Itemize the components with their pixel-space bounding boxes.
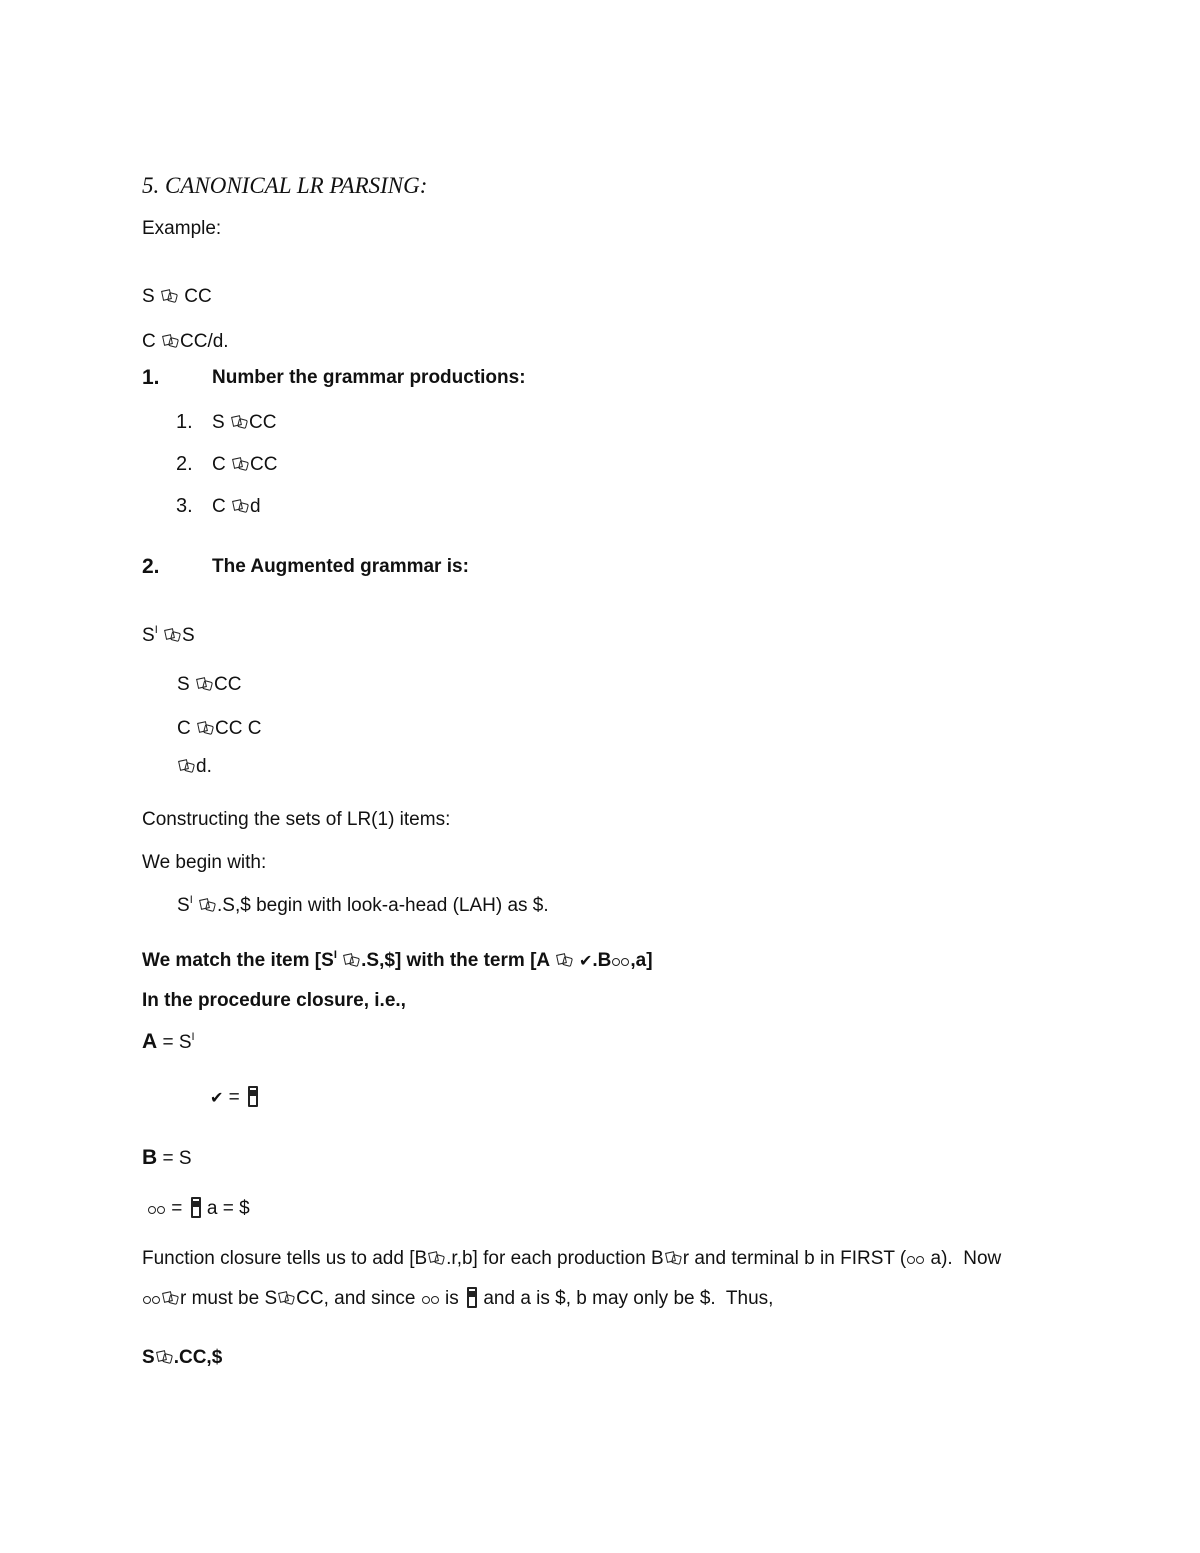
production-2-number: 2. — [176, 453, 193, 475]
assign-b — [142, 1147, 192, 1168]
begin-text: We begin with: — [142, 852, 267, 873]
bicycle-glyph-icon — [143, 1292, 160, 1304]
section-1-heading: Number the grammar productions: — [212, 367, 526, 388]
arrow-glyph-icon — [556, 952, 573, 967]
assign-check-eq: = — [223, 1087, 246, 1108]
assign-check — [210, 1086, 259, 1107]
arrow-glyph-icon — [196, 676, 213, 691]
epsilon-glyph-icon — [246, 1086, 258, 1107]
arrow-glyph-icon — [199, 897, 216, 912]
prime-mark: I — [191, 1031, 195, 1043]
grammar-line-1-rhs: CC — [184, 286, 212, 307]
augmented-line-3-rhs: CC C — [215, 718, 262, 739]
arrow-glyph-icon — [665, 1250, 682, 1265]
assign-b-label: B — [142, 1146, 158, 1169]
production-1 — [212, 413, 276, 432]
function-part-1: Function closure tells us to add [B — [142, 1248, 428, 1269]
production-3-lhs: C — [212, 496, 226, 517]
function-part-3: r and terminal b in FIRST ( — [682, 1248, 907, 1269]
arrow-glyph-icon — [162, 1290, 179, 1305]
prime-mark: I — [154, 624, 158, 636]
prime-mark: I — [189, 894, 193, 906]
assign-a-label: A — [142, 1030, 158, 1053]
arrow-glyph-icon — [232, 498, 249, 513]
begin-item-lhs: S — [177, 895, 190, 916]
function-part-4: a). Now — [925, 1248, 1002, 1269]
function-part-7: is — [439, 1288, 465, 1309]
function-part-8: and a is $, b may only be $. Thus, — [478, 1288, 774, 1309]
production-1-lhs: S — [212, 412, 225, 433]
match-part-4: ,a] — [630, 950, 653, 971]
production-1-rhs: CC — [248, 412, 277, 433]
arrow-glyph-icon — [164, 627, 181, 642]
grammar-line-2-lhs: C — [142, 331, 156, 352]
bicycle-glyph-icon — [148, 1202, 165, 1214]
epsilon-glyph-icon — [465, 1287, 477, 1308]
arrow-glyph-icon — [197, 720, 214, 735]
check-glyph-icon: ✔ — [210, 1090, 224, 1107]
arrow-glyph-icon — [161, 288, 178, 303]
augmented-line-1-rhs: S — [182, 625, 195, 646]
assign-b-value: = S — [157, 1148, 192, 1169]
assign-a-eq: a = $ — [201, 1198, 250, 1219]
final-item-rhs: .CC,$ — [173, 1347, 223, 1368]
example-label: Example: — [142, 218, 222, 239]
bicycle-glyph-icon — [907, 1252, 924, 1264]
production-2 — [212, 455, 277, 474]
augmented-line-4-rhs: d. — [196, 756, 212, 777]
final-item — [142, 1348, 222, 1367]
assign-a — [142, 1031, 195, 1052]
augmented-line-1 — [142, 626, 195, 645]
arrow-glyph-icon — [232, 456, 249, 471]
bicycle-glyph-icon — [612, 954, 629, 966]
grammar-line-1 — [142, 287, 212, 306]
check-glyph-icon: ✔ — [578, 953, 593, 970]
assign-beta — [147, 1197, 250, 1218]
augmented-line-2-rhs: CC — [213, 674, 242, 695]
match-part-3: .B — [592, 950, 612, 971]
function-part-5: r must be S — [180, 1288, 278, 1309]
arrow-glyph-icon — [278, 1290, 295, 1305]
section-2-number: 2. — [142, 555, 160, 578]
augmented-line-3-lhs: C — [177, 718, 191, 739]
match-part-1: We match the item [S — [142, 950, 334, 971]
production-1-number: 1. — [176, 411, 193, 433]
constructing-text: Constructing the sets of LR(1) items: — [142, 809, 451, 830]
assign-beta-eq: = — [166, 1198, 188, 1219]
grammar-line-2-rhs: CC/d. — [180, 331, 229, 352]
production-2-rhs: CC — [250, 454, 278, 475]
function-line-1 — [142, 1249, 1001, 1268]
arrow-glyph-icon — [231, 414, 248, 429]
arrow-glyph-icon — [343, 952, 360, 967]
section-1-number: 1. — [142, 366, 160, 389]
section-2-heading: The Augmented grammar is: — [212, 556, 469, 577]
arrow-glyph-icon — [428, 1250, 445, 1265]
production-3-rhs: d — [250, 496, 261, 517]
prime-mark: I — [333, 949, 337, 961]
page-title: 5. CANONICAL LR PARSING: — [142, 173, 428, 198]
bicycle-glyph-icon — [422, 1292, 439, 1304]
grammar-line-2 — [142, 332, 229, 351]
begin-item — [177, 896, 549, 915]
function-part-2: .r,b] for each production B — [446, 1248, 664, 1269]
grammar-line-1-lhs: S — [142, 286, 155, 307]
augmented-line-2 — [177, 675, 241, 694]
assign-a-value: = S — [157, 1032, 192, 1053]
function-line-2 — [142, 1287, 773, 1308]
procedure-text: In the procedure closure, i.e., — [142, 990, 406, 1011]
begin-item-rhs: .S,$ begin with look-a-head (LAH) as $. — [217, 895, 549, 916]
match-part-2: .S,$] with the term [A — [361, 950, 550, 971]
production-2-lhs: C — [212, 454, 226, 475]
arrow-glyph-icon — [156, 1349, 173, 1364]
final-item-lhs: S — [142, 1347, 155, 1368]
arrow-glyph-icon — [162, 333, 179, 348]
arrow-glyph-icon — [178, 758, 195, 773]
augmented-line-2-lhs: S — [177, 674, 190, 695]
epsilon-glyph-icon — [189, 1197, 201, 1218]
match-line — [142, 951, 653, 970]
augmented-line-3 — [177, 719, 261, 738]
production-3-number: 3. — [176, 495, 193, 517]
augmented-line-4 — [177, 757, 212, 776]
augmented-line-1-lhs: S — [142, 625, 155, 646]
function-part-6: CC, and since — [296, 1288, 421, 1309]
production-3 — [212, 497, 261, 516]
